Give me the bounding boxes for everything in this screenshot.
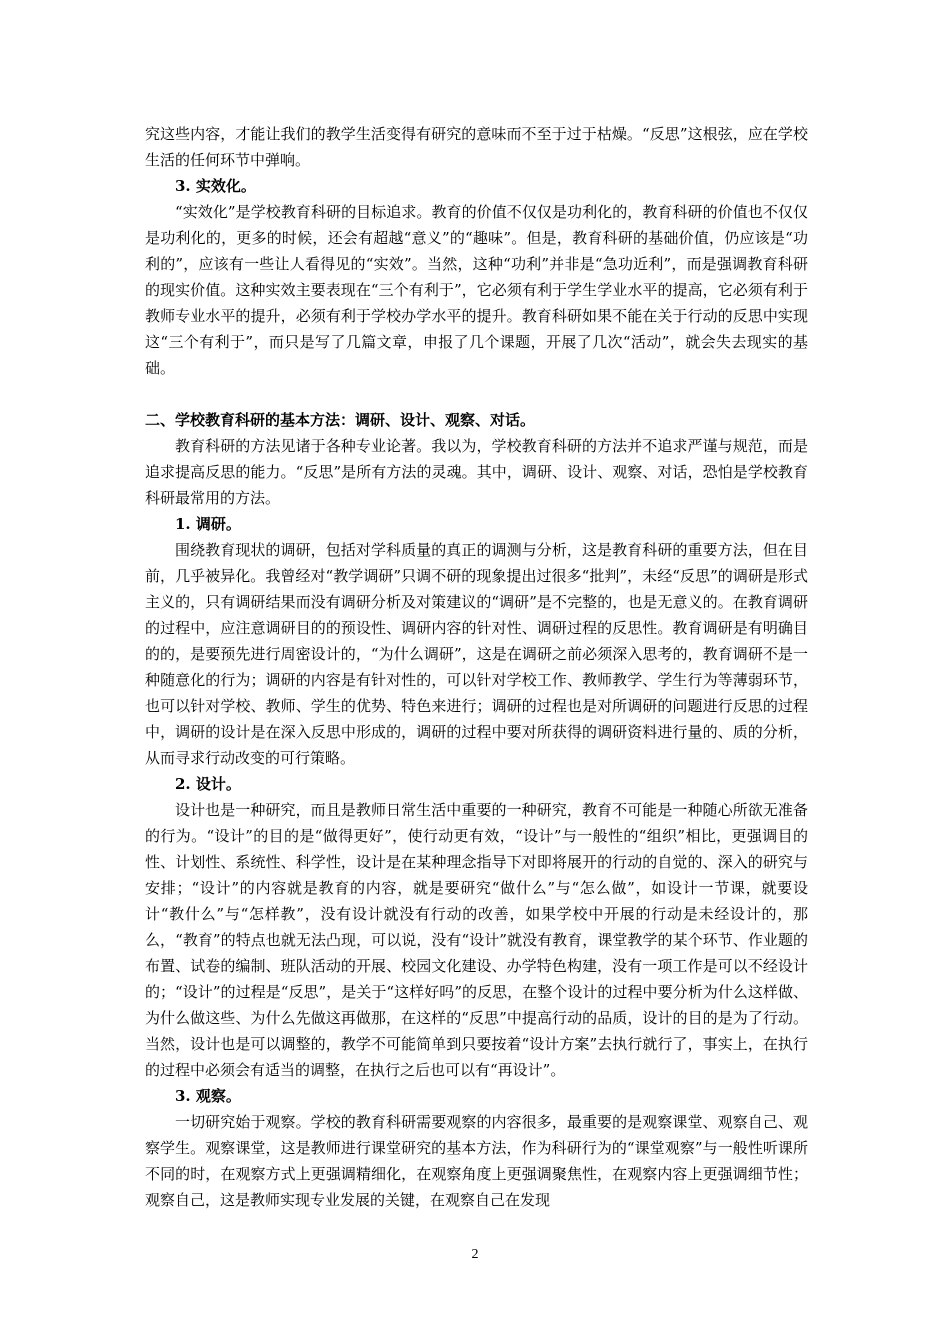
subheading-observation: 3. 观察。 [175, 1087, 241, 1105]
subheading-effectiveness: 3. 实效化。 [175, 177, 256, 195]
paragraph-observation: 一切研究始于观察。学校的教育科研需要观察的内容很多，最重要的是观察课堂、观察自己、观察学生。观察课堂，这是教师进行课堂研究的基本方法，作为科研行为的“课堂观察”与一般性听课所不同的时，在观察方式上更强调精细化，在观察角度上更强调聚焦性，在观察内容上更强调细节性；观察自己，这是教师实现专业发展的关键，在观察自己在发现 [145, 1113, 808, 1209]
paragraph-continued: 究这些内容，才能让我们的教学生活变得有研究的意味而不至于过于枯燥。“反思”这根弦，应在学校生活的任何环节中弹响。 [145, 125, 808, 169]
section-heading-methods: 二、学校教育科研的基本方法：调研、设计、观察、对话。 [145, 411, 536, 429]
paragraph-research: 围绕教育现状的调研，包括对学科质量的真正的调测与分析，这是教育科研的重要方法，但在目前，几乎被异化。我曾经对“教学调研”只调不研的现象提出过很多“批判”，未经“反思”的调研是形式主义的，只有调研结果而没有调研分析及对策建议的“调研”是不完整的，也是无意义的。在教育调研的过程中，应注意调研目的的预设性、调研内容的针对性、调研过程的反思性。教育调研是有明确目的的，是要预先进行周密设计的，“为什么调研”，这是在调研之前必须深入思考的，教育调研不是一种随意化的行为；调研的内容是有针对性的，可以针对学校工作、教师教学、学生行为等薄弱环节，也可以针对学校、教师、学生的优势、特色来进行；调研的过程也是对所调研的问题进行反思的过程中，调研的设计是在深入反思中形成的，调研的过程中要对所获得的调研资料进行量的、质的分析，从而寻求行动改变的可行策略。 [145, 541, 808, 767]
subheading-design: 2. 设计。 [175, 775, 241, 793]
page-number: 2 [471, 1247, 479, 1262]
blank-line [145, 381, 808, 407]
paragraph-methods-intro: 教育科研的方法见诸于各种专业论著。我以为，学校教育科研的方法并不追求严谨与规范，而是追求提高反思的能力。“反思”是所有方法的灵魂。其中，调研、设计、观察、对话，恐怕是学校教育科研最常用的方法。 [145, 437, 808, 507]
paragraph-design: 设计也是一种研究，而且是教师日常生活中重要的一种研究，教育不可能是一种随心所欲无准备的行为。“设计”的目的是“做得更好”，使行动更有效，“设计”与一般性的“组织”相比，更强调目的性、计划性、系统性、科学性，设计是在某种理念指导下对即将展开的行动的自觉的、深入的研究与安排；“设计”的内容就是教育的内容，就是要研究“做什么”与“怎么做”，如设计一节课，就要设计“教什么”与“怎样教”，没有设计就没有行动的改善，如果学校中开展的行动是未经设计的，那么，“教育”的特点也就无法凸现，可以说，没有“设计”就没有教育，课堂教学的某个环节、作业题的布置、试卷的编制、班队活动的开展、校园文化建设、办学特色构建，没有一项工作是可以不经设计的；“设计”的过程是“反思”，是关于“这样好吗”的反思，在整个设计的过程中要分析为什么这样做、为什么做这些、为什么先做这再做那，在这样的“反思”中提高行动的品质，设计的目的是为了行动。当然，设计也是可以调整的，教学不可能简单到只要按着“设计方案”去执行就行了，事实上，在执行的过程中必须会有适当的调整，在执行之后也可以有“再设计”。 [145, 801, 808, 1079]
document-body [145, 121, 808, 1213]
subheading-research: 1. 调研。 [175, 515, 241, 533]
paragraph-effectiveness: “实效化”是学校教育科研的目标追求。教育的价值不仅仅是功利化的，教育科研的价值也不仅仅是功利化的，更多的时候，还会有超越“意义”的“趣味”。但是，教育科研的基础价值，仍应该是“功利的”，应该有一些让人看得见的“实效”。当然，这种“功利”并非是“急功近利”，而是强调教育科研的现实价值。这种实效主要表现在“三个有利于”，它必须有利于学生学业水平的提高，它必须有利于教师专业水平的提升，必须有利于学校办学水平的提升。教育科研如果不能在关于行动的反思中实现这“三个有利于”，而只是写了几篇文章，申报了几个课题，开展了几次“活动”，就会失去现实的基础。 [145, 203, 808, 377]
